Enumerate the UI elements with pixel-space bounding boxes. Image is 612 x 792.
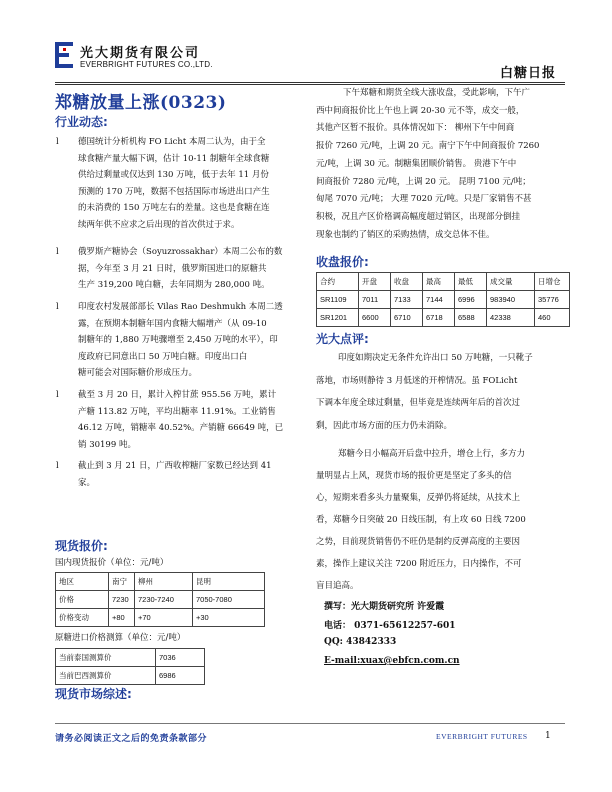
industry-item-line: 印度农村发展部部长 Vilas Rao Deshmukh 本周二透 bbox=[78, 302, 283, 312]
futures-heading: 收盘报价: bbox=[316, 255, 369, 269]
column-header: 日增仓 bbox=[535, 273, 570, 291]
table-cell: 价格变动 bbox=[56, 609, 109, 627]
table-cell: 42338 bbox=[487, 309, 535, 327]
table-cell: SR1201 bbox=[317, 309, 359, 327]
table-cell: 7050-7080 bbox=[193, 591, 265, 609]
table-cell: SR1109 bbox=[317, 291, 359, 309]
spot-commentary-line: 元/吨，上调 30 元。制糖集团顺价销售。 贵港下午中 bbox=[316, 158, 517, 169]
industry-item bbox=[56, 458, 290, 491]
spot-commentary-line: 西中间商报价比上午也上调 20-30 元不等，成交一般， bbox=[316, 105, 525, 116]
table-row bbox=[56, 667, 205, 685]
table-cell: 7230-7240 bbox=[135, 591, 193, 609]
page-title: 郑糖放量上涨(0323) bbox=[55, 93, 227, 113]
commentary-line: 看，郑糖今日突破 20 日线压制，有上攻 60 日线 7200 bbox=[316, 515, 526, 525]
industry-heading: 行业动态: bbox=[55, 115, 108, 129]
industry-item-line: 制糖年的 1,880 万吨骤增至 2,450 万吨的水平），印 bbox=[78, 335, 278, 345]
industry-item bbox=[56, 387, 290, 453]
commentary-line: 素，操作上建议关注 7200 附近压力，日内操作，不可 bbox=[316, 559, 522, 569]
company-name-cn: 光大期货有限公司 bbox=[80, 46, 201, 61]
industry-item-line: 露，在预期本制糖年国内食糖大幅增产（从 09-10 bbox=[78, 318, 267, 329]
spot-commentary-line: 现象也制约了销区的采购热情，成交总体不佳。 bbox=[316, 229, 495, 240]
column-header: 成交量 bbox=[487, 273, 535, 291]
industry-item-line: 生产 319,200 吨白糖，去年同期为 280,000 吨。 bbox=[78, 280, 270, 290]
spot-heading: 现货报价: bbox=[55, 539, 108, 553]
table-cell: 地区 bbox=[56, 573, 109, 591]
company-name-en: EVERBRIGHT FUTURES CO.,LTD. bbox=[80, 60, 213, 69]
qq-line: QQ: 43842333 bbox=[324, 637, 397, 647]
column-header: 收盘 bbox=[391, 273, 423, 291]
industry-item bbox=[56, 299, 290, 382]
commentary-line: 量明显占上风，现货市场的报价更是坚定了多头的信 bbox=[316, 471, 512, 481]
table-row bbox=[56, 649, 205, 667]
table-cell: +30 bbox=[193, 609, 265, 627]
table-cell: +70 bbox=[135, 609, 193, 627]
spot-commentary-line: 下午郑糖和期货全线大涨收盘，受此影响，下午广 bbox=[343, 88, 531, 98]
table-cell: 6718 bbox=[423, 309, 455, 327]
table-cell: 7036 bbox=[156, 649, 205, 667]
table-cell: 6996 bbox=[455, 291, 487, 309]
table-cell: 983940 bbox=[487, 291, 535, 309]
industry-item-line: 供给过剩量或仅达到 130 万吨，低于去年 11 月份 bbox=[78, 170, 269, 180]
table-cell: 6986 bbox=[156, 667, 205, 685]
commentary-line: 下调本年度全球过剩量，但毕竟是连续两年后的首次过 bbox=[316, 398, 521, 408]
footer-disclaimer[interactable]: 请务必阅读正文之后的免责条款部分 bbox=[55, 734, 208, 744]
spot-commentary-line: 积极，况且产区价格调高幅度超过销区，出现部分倒挂 bbox=[316, 211, 521, 222]
commentary-heading: 光大点评: bbox=[316, 332, 369, 346]
industry-item-line: 销 30199 吨。 bbox=[78, 439, 136, 450]
table-cell: 7133 bbox=[391, 291, 423, 309]
spot-summary-heading: 现货市场综述: bbox=[55, 687, 132, 701]
table-cell: 7011 bbox=[359, 291, 391, 309]
industry-item-line: 预测的 170 万吨，数据不包括国际市场进出口产生 bbox=[78, 186, 270, 197]
table-cell: 35776 bbox=[535, 291, 570, 309]
table-cell: 6600 bbox=[359, 309, 391, 327]
industry-item-line: 46.12 万吨，销糖率 40.52%。产销糖 66649 吨，已 bbox=[78, 423, 284, 433]
commentary-line: 心，短期来看多头力量聚集，反弹仍将延续，从技术上 bbox=[316, 493, 521, 503]
table-row bbox=[56, 609, 265, 627]
table-row bbox=[56, 573, 265, 591]
table-cell: 6710 bbox=[391, 309, 423, 327]
table-row bbox=[317, 291, 570, 309]
industry-item-line: 产糖 113.82 万吨，平均出糖率 11.91%。工业销售 bbox=[78, 406, 276, 417]
industry-item-line: 德国统计分析机构 FO Licht 本周二认为，由于全 bbox=[78, 137, 266, 147]
column-header: 开盘 bbox=[359, 273, 391, 291]
phone-line: 电话： 0371-65612257-601 bbox=[324, 621, 456, 631]
industry-item bbox=[56, 134, 290, 233]
commentary-line: 盲目追高。 bbox=[316, 581, 359, 591]
table-cell: 昆明 bbox=[193, 573, 265, 591]
bullet-mark: l bbox=[56, 247, 59, 257]
industry-item-line: 截至 3 月 20 日，累计入榨甘蔗 955.56 万吨，累计 bbox=[78, 390, 277, 400]
table-cell: 7230 bbox=[109, 591, 135, 609]
import-price-caption: 原糖进口价格测算（单位：元/吨） bbox=[55, 633, 186, 643]
industry-item-line: 据，今年至 3 月 21 日时，俄罗斯国进口的原糖共 bbox=[78, 263, 267, 274]
table-cell: 7144 bbox=[423, 291, 455, 309]
table-cell: 6588 bbox=[455, 309, 487, 327]
table-row bbox=[317, 309, 570, 327]
company-logo-icon bbox=[55, 42, 73, 68]
footer-divider bbox=[55, 723, 565, 724]
commentary-line: 郑糖今日小幅高开后盘中拉升，增仓上行，多方力 bbox=[338, 449, 526, 459]
industry-item bbox=[56, 244, 290, 294]
page-number: 1 bbox=[545, 731, 551, 741]
column-header: 最低 bbox=[455, 273, 487, 291]
industry-item-line: 家。 bbox=[78, 477, 96, 488]
industry-item-line: 的未消费的 150 万吨左右的差量。这也是食糖在连 bbox=[78, 203, 270, 213]
table-cell: 当前巴西测算价 bbox=[56, 667, 156, 685]
table-cell: 南宁 bbox=[109, 573, 135, 591]
spot-commentary-line: 甸尾 7070 元/吨； 大理 7020 元/吨。只是厂家销售不甚 bbox=[316, 194, 532, 205]
bullet-mark: l bbox=[56, 302, 59, 312]
industry-item-line: 截止到 3 月 21 日，广西收榨糖厂家数已经达到 41 bbox=[78, 461, 272, 471]
table-header-row bbox=[317, 273, 570, 291]
bullet-mark: l bbox=[56, 390, 59, 400]
bullet-mark: l bbox=[56, 461, 59, 471]
domestic-price-caption: 国内现货报价（单位：元/吨） bbox=[55, 558, 169, 568]
footer-brand: EVERBRIGHT FUTURES bbox=[436, 732, 528, 741]
commentary-line: 印度如期决定无条件允许出口 50 万吨糖，一只靴子 bbox=[338, 353, 533, 363]
spot-commentary-line: 其他产区暂不报价。具体情况如下： 柳州下午中间商 bbox=[316, 123, 515, 134]
domestic-price-table bbox=[55, 572, 265, 627]
bullet-mark: l bbox=[56, 137, 59, 147]
futures-price-table bbox=[316, 272, 570, 327]
column-header: 最高 bbox=[423, 273, 455, 291]
spot-commentary-line: 报价 7260 元/吨，上调 20 元。南宁下午中间商报价 7260 bbox=[316, 141, 540, 152]
commentary-line: 之势，目前现货销售仍不旺仍是制约反弹高度的主要因 bbox=[316, 537, 521, 547]
report-type-label: 白糖日报 bbox=[500, 66, 557, 81]
table-cell: 柳州 bbox=[135, 573, 193, 591]
table-cell: 460 bbox=[535, 309, 570, 327]
import-price-table bbox=[55, 648, 205, 685]
industry-item-line: 俄罗斯产糖协会（Soyuzrossakhar）本周二公布的数 bbox=[78, 247, 283, 257]
industry-item-line: 续两年供不应求之后出现的首次供过于求。 bbox=[78, 219, 240, 230]
email-link[interactable]: E-mail:xuax@ebfcn.com.cn bbox=[324, 656, 460, 666]
table-cell: 当前泰国测算价 bbox=[56, 649, 156, 667]
industry-item-line: 球食糖产量大幅下调，估计 10-11 制糖年全球食糖 bbox=[78, 153, 270, 164]
column-header: 合约 bbox=[317, 273, 359, 291]
table-row bbox=[56, 591, 265, 609]
commentary-line: 落地，市场则静待 3 月低迷的开榨情况。虽 FOLicht bbox=[316, 375, 518, 386]
author-line: 撰写：光大期货研究所 许爱霞 bbox=[324, 602, 445, 612]
industry-item-line: 糖可能会对国际糖价形成压力。 bbox=[78, 368, 198, 378]
spot-commentary-line: 间商报价 7280 元/吨，上调 20 元。 昆明 7100 元/吨； bbox=[316, 176, 531, 187]
table-cell: 价格 bbox=[56, 591, 109, 609]
table-cell: +80 bbox=[109, 609, 135, 627]
industry-item-line: 度政府已同意出口 50 万吨白糖。印度出口白 bbox=[78, 351, 248, 362]
commentary-line: 剩，因此市场方面的压力仍未消除。 bbox=[316, 420, 453, 431]
